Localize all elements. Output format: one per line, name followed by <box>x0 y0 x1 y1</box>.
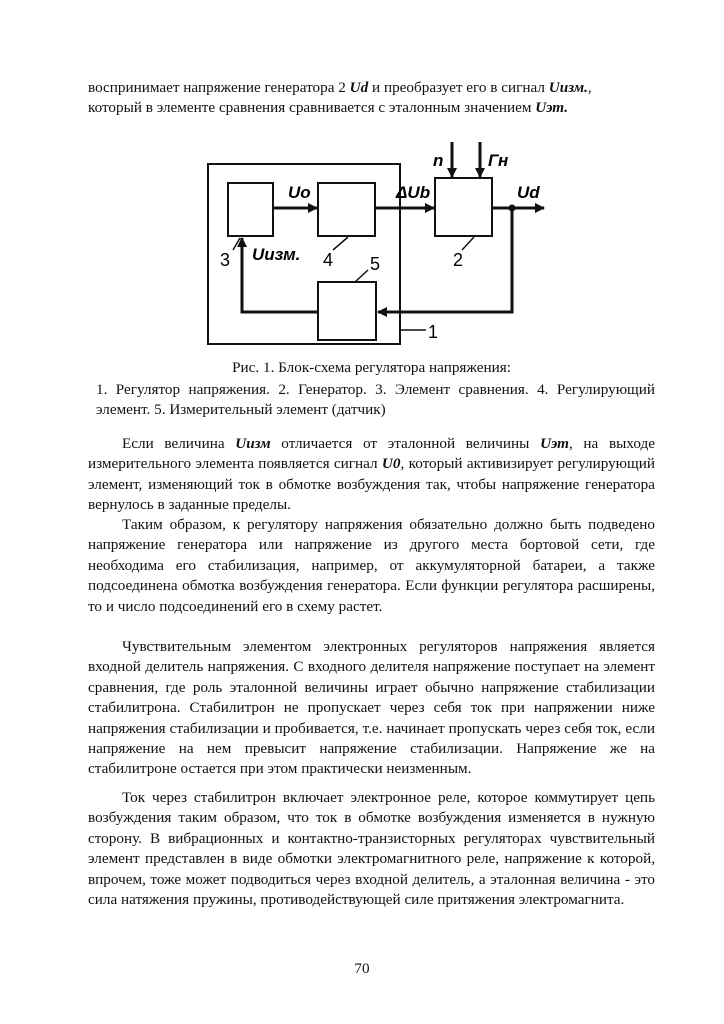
label-regulator-1: 1 <box>428 322 439 342</box>
text-segment: , на выходе измерительного элемента появляется сигнал <box>88 435 655 473</box>
text-segment: воспринимает напряжение генератора 2 <box>88 79 350 96</box>
label-block-5: 5 <box>370 254 381 274</box>
label-n: n <box>433 151 444 170</box>
label-u0: Uo <box>288 183 311 202</box>
label-delta-ub: ΔUb <box>396 183 431 202</box>
symbol-uet: Uэт. <box>535 99 569 117</box>
paragraph-4: Ток через стабилитрон включает электронное реле, которое коммутирует цепь возбуждения таким образом, что ток в обмотке возбуждения изменяется в нужную сторону. В вибрационных и контактно-транзисторных регуляторах чувствительный элемент представлен в виде обмотки электромагнитного реле, напряжение к которой, впрочем, тоже может подводиться через входной делитель, а эталонная величина - это сила натяжения пружины, противодействующей силе притяжения электромагнита. <box>88 789 655 909</box>
paragraph-1 <box>88 434 655 516</box>
label-uizm: Uизм. <box>252 245 301 264</box>
leader-2 <box>462 237 474 250</box>
symbol-uet: Uэт <box>540 435 569 452</box>
block-measuring-element <box>318 282 376 340</box>
symbol-uizm: Uизм <box>235 435 271 452</box>
page-number: 70 <box>354 960 370 977</box>
text-segment: , который активизирует регулирующий элемент, изменяющий ток в обмотке возбуждения так, чтобы напряжение генератора вернулось в заданные пределы. <box>88 455 655 514</box>
paragraph-2: Таким образом, к регулятору напряжения обязательно должно быть подведено напряжение генератора или напряжение из другого места бортовой сети, где необходима его стабилизация, например, от аккумуляторной батареи, а также подсоединена обмотка возбуждения генератора. Если функции регулятора расширены, то и число подсоединений его в схему растет. <box>88 516 655 615</box>
figure-legend: 1. Регулятор напряжения. 2. Генератор. 3. Элемент сравнения. 4. Регулирующий элемент. 5. Измерительный элемент (датчик) <box>96 381 655 419</box>
label-block-3: 3 <box>220 250 231 270</box>
text-segment: и преобразует его в сигнал <box>368 79 549 96</box>
text-segment: Если величина <box>122 435 236 452</box>
symbol-u0: U0 <box>381 455 401 473</box>
text-segment: который в элементе сравнения сравнивается с эталонным значением <box>88 99 536 117</box>
paragraph-3: Чувствительным элементом электронных регуляторов напряжения является входной делитель напряжения. С входного делителя напряжение поступает на элемент сравнения, где роль эталонной величины играет обычно напряжение стабилизации стабилитрона. Стабилитрон не пропускает через себя ток при напряжении ниже напряжения стабилизации и пробивается, т.е. начинает пропускать через себя ток, если напряжение на нем превысит напряжение стабилизации. Напряжение же на стабилитроне остается при этом практически неизменным. <box>88 638 655 778</box>
label-ud: Ud <box>517 183 540 202</box>
label-block-4: 4 <box>323 250 334 270</box>
label-gn: Гн <box>488 151 509 170</box>
block-generator <box>435 178 492 236</box>
label-block-2: 2 <box>453 250 464 270</box>
block-comparison-element <box>228 183 273 236</box>
symbol-ud: Ud <box>349 79 369 96</box>
block-regulating-element <box>318 183 375 236</box>
intro-paragraph <box>88 78 655 119</box>
leader-5 <box>355 270 368 282</box>
symbol-uizm: Uизм. <box>548 79 588 96</box>
text-segment: , <box>587 79 592 96</box>
block-diagram <box>200 140 560 360</box>
text-segment: отличается от эталонной величины <box>270 435 541 452</box>
figure-caption: Рис. 1. Блок-схема регулятора напряжения: <box>232 359 511 376</box>
leader-4 <box>333 237 348 250</box>
leader-3 <box>233 238 240 250</box>
